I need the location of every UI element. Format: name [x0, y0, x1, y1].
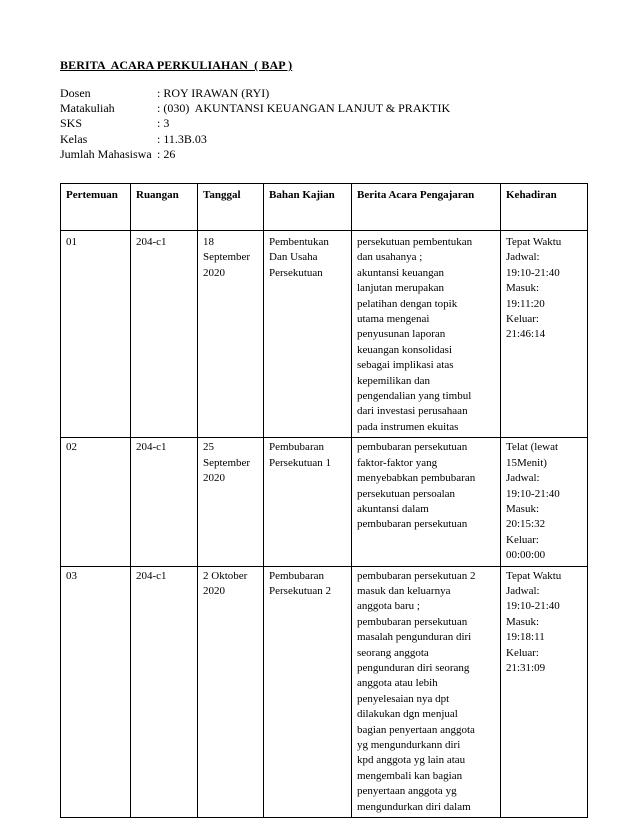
- bap-table: [60, 183, 588, 818]
- cell-line: yg mengundurkann diri: [357, 739, 461, 751]
- info-label: Matakuliah: [60, 101, 115, 116]
- cell-bahan-kajian: [264, 231, 352, 438]
- cell-ruangan: 204-c1: [131, 566, 198, 818]
- cell-line: 2020: [203, 266, 225, 279]
- info-value: : 3: [157, 116, 170, 131]
- cell-berita-acara: [352, 438, 501, 566]
- cell-line: kpd anggota yg lain atau: [357, 754, 466, 767]
- cell-pertemuan: 01: [61, 231, 131, 438]
- cell-line: Keluar:: [506, 313, 539, 326]
- cell-line: sebagai implikasi atas: [357, 359, 454, 372]
- header-berita-acara: Berita Acara Pengajaran: [352, 184, 501, 231]
- cell-ruangan: 204-c1: [131, 438, 198, 566]
- cell-tanggal: [198, 438, 264, 566]
- cell-line: Pembubaran: [269, 569, 324, 582]
- cell-line: 19:11:20: [506, 297, 545, 310]
- cell-line: 15Menit): [506, 456, 547, 469]
- cell-line: Tepat Waktu: [506, 236, 562, 248]
- cell-line: Keluar:: [506, 533, 539, 546]
- table-row: [61, 438, 588, 566]
- cell-line: pelatihan dengan topik: [357, 297, 458, 310]
- cell-berita-acara: [352, 231, 501, 438]
- cell-line: Dan Usaha: [269, 251, 318, 264]
- cell-line: Jadwal:: [506, 584, 540, 597]
- table-row: [61, 231, 588, 438]
- cell-line: penyusunan laporan: [357, 328, 446, 341]
- cell-line: akuntansi dalam: [357, 502, 429, 515]
- cell-line: 2020: [203, 472, 225, 485]
- cell-line: akuntansi keuangan: [357, 266, 445, 279]
- cell-line: Persekutuan: [269, 266, 323, 279]
- info-row-jumlah-mahasiswa: [60, 147, 450, 162]
- cell-line: mengembali kan bagian: [357, 769, 463, 782]
- cell-kehadiran: [501, 231, 588, 438]
- cell-line: dari investasi perusahaan: [357, 405, 468, 418]
- cell-line: Persekutuan 2: [269, 584, 332, 597]
- cell-line: pembubaran persekutuan 2: [357, 569, 476, 582]
- table-header-row: [61, 184, 588, 231]
- header-bahan-kajian: Bahan Kajian: [264, 184, 352, 231]
- info-value: : (030) AKUNTANSI KEUANGAN LANJUT & PRAKTIK: [157, 101, 451, 116]
- cell-line: 21:46:14: [506, 328, 546, 341]
- cell-line: anggota atau lebih: [357, 677, 438, 690]
- info-row-sks: [60, 116, 450, 131]
- cell-pertemuan: 02: [61, 438, 131, 566]
- cell-line: September: [203, 251, 251, 264]
- cell-line: 19:10-21:40: [506, 600, 560, 613]
- cell-line: Pembentukan: [269, 236, 329, 248]
- cell-pertemuan: 03: [61, 566, 131, 818]
- cell-line: Masuk:: [506, 282, 539, 295]
- cell-line: 20:15:32: [506, 518, 546, 531]
- cell-line: persekutuan persoalan: [357, 487, 456, 500]
- cell-line: Masuk:: [506, 502, 539, 515]
- cell-line: dilakukan dgn menjual: [357, 708, 458, 721]
- header-pertemuan: Pertemuan: [61, 184, 131, 231]
- cell-line: Keluar:: [506, 646, 539, 659]
- cell-line: dan usahanya ;: [357, 251, 423, 264]
- cell-line: masuk dan keluarnya: [357, 584, 451, 597]
- cell-line: pembubaran persekutuan: [357, 518, 468, 531]
- cell-line: kepemilikan dan: [357, 374, 431, 387]
- info-label: SKS: [60, 116, 83, 131]
- cell-line: pembubaran persekutuan: [357, 615, 468, 628]
- cell-line: 25: [203, 441, 214, 454]
- cell-line: utama mengenai: [357, 313, 430, 326]
- cell-line: 00:00:00: [506, 549, 546, 562]
- course-info: [60, 86, 450, 162]
- document-title: BERITA ACARA PERKULIAHAN ( BAP ): [60, 58, 293, 72]
- cell-line: Jadwal:: [506, 251, 540, 264]
- cell-line: Tepat Waktu: [506, 569, 562, 582]
- cell-line: masalah pengunduran diri: [357, 631, 472, 644]
- cell-tanggal: [198, 231, 264, 438]
- cell-line: penyertaan anggota yg: [357, 785, 457, 798]
- cell-line: bagian penyertaan anggota: [357, 723, 475, 736]
- cell-line: Masuk:: [506, 615, 539, 628]
- cell-line: keuangan konsolidasi: [357, 343, 453, 356]
- cell-line: Telat (lewat: [506, 441, 559, 454]
- cell-line: 21:31:09: [506, 661, 546, 674]
- cell-line: 19:10-21:40: [506, 266, 560, 279]
- cell-bahan-kajian: [264, 566, 352, 818]
- cell-line: mengundurkan diri dalam: [357, 800, 471, 813]
- cell-line: menyebabkan pembubaran: [357, 472, 476, 485]
- cell-line: penyelesaian nya dpt: [357, 692, 450, 705]
- cell-line: Pembubaran: [269, 441, 324, 454]
- cell-kehadiran: [501, 438, 588, 566]
- header-kehadiran: Kehadiran: [501, 184, 588, 231]
- cell-line: pengendalian yang timbul: [357, 390, 472, 403]
- cell-line: 19:18:11: [506, 631, 545, 644]
- info-label: Kelas: [60, 131, 88, 146]
- cell-line: persekutuan pembentukan: [357, 236, 473, 248]
- cell-line: lanjutan merupakan: [357, 282, 445, 295]
- info-label: Jumlah Mahasiswa: [60, 146, 152, 161]
- cell-line: Persekutuan 1: [269, 456, 332, 469]
- cell-line: Jadwal:: [506, 472, 540, 485]
- cell-line: pada instrumen ekuitas: [357, 420, 459, 433]
- cell-line: seorang anggota: [357, 646, 429, 659]
- header-ruangan: Ruangan: [131, 184, 198, 231]
- cell-line: pengunduran diri seorang: [357, 661, 470, 674]
- cell-line: 19:10-21:40: [506, 487, 560, 500]
- table-row: [61, 566, 588, 818]
- cell-tanggal: [198, 566, 264, 818]
- cell-kehadiran: [501, 566, 588, 818]
- cell-line: faktor-faktor yang: [357, 456, 438, 469]
- info-value: : ROY IRAWAN (RYI): [157, 86, 270, 100]
- cell-line: pembubaran persekutuan: [357, 441, 468, 454]
- cell-line: 2 Oktober: [203, 569, 248, 582]
- cell-ruangan: 204-c1: [131, 231, 198, 438]
- info-label: Dosen: [60, 86, 91, 100]
- info-row-dosen: [60, 86, 450, 101]
- cell-line: anggota baru ;: [357, 600, 420, 613]
- cell-bahan-kajian: [264, 438, 352, 566]
- cell-berita-acara: [352, 566, 501, 818]
- info-row-matakuliah: [60, 101, 450, 116]
- cell-line: September: [203, 456, 251, 469]
- info-row-kelas: [60, 132, 450, 147]
- cell-line: 2020: [203, 584, 225, 597]
- info-value: : 26: [157, 146, 176, 161]
- cell-line: 18: [203, 236, 214, 248]
- header-tanggal: Tanggal: [198, 184, 264, 231]
- info-value: : 11.3B.03: [157, 131, 207, 146]
